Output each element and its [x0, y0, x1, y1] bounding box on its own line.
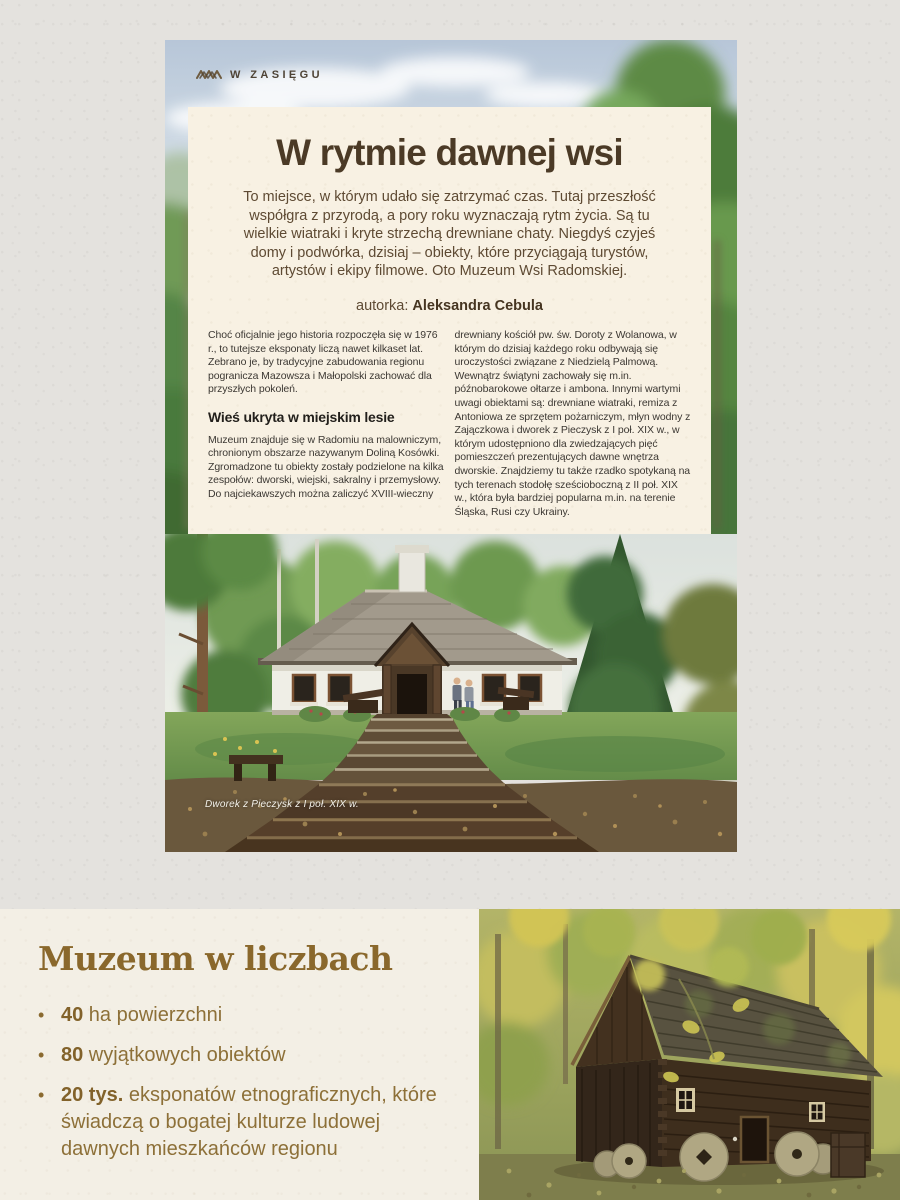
barn-photo-illustration	[479, 909, 900, 1200]
article-panel	[188, 107, 711, 534]
bullet-icon: •	[38, 1085, 45, 1105]
paragraph: drewniany kościół pw. św. Doroty z Wolanowa, w którym do dzisiaj każdego roku odbywają się uroczystości związane z Niedzielą Palmową. Wewnątrz świątyni zachowały się m.in. późnobarokowe ołtarze i ambona. Innymi wartymi uwagi obiektami są: drewniane wiatraki, remiza z Antoniowa ze sprzętem pożarniczym, młyn wodny z Zajączkowa i dworek z Pieczysk z I poł. XIX w., w którym udostępniono dla zwiedzających pięć pomieszczeń prezentujących dawne wnętrza dworskie. Znajdziemy tu także rzadko spotykaną na tych terenach stodołę sześcioboczną z II poł. XIX w., która była bardziej popularna m.in. na terenie Śląska, Rusi czy Ukrainy.	[454, 329, 691, 518]
bullet-icon: •	[38, 1005, 45, 1025]
manor-photo	[165, 534, 737, 852]
stat-value: 20 tys.	[61, 1084, 124, 1106]
article-column-right	[455, 329, 692, 533]
stat-value: 80	[61, 1044, 84, 1066]
article-intro: To miejsce, w którym udało się zatrzymać czas. Tutaj przeszłość współgra z przyrodą, a pory roku wyznaczają rytm życia. Są tu wielkie wiatraki i kryte strzechą drewniane chaty. Niegdyś czyjeś domy i podwórka, dzisiaj – obiekty, które przyciągają turystów, artystów i ekipy filmowe. Oto Muzeum Wsi Radomskiej.	[243, 189, 656, 280]
magazine-page	[165, 40, 737, 852]
byline-label: autorka:	[356, 297, 413, 314]
stats-band	[0, 909, 900, 1200]
list-item	[38, 1002, 458, 1029]
barn-photo	[479, 909, 900, 1200]
w-zigzag-icon	[196, 68, 222, 81]
article-title: W rytmie dawnej wsi	[276, 132, 623, 173]
stat-text: 80 wyjątkowych obiektów	[61, 1044, 286, 1066]
stat-text: 20 tys. eksponatów etnograficznych, które świadczą o bogatej kulturze ludowej dawnych mieszkańców regionu	[61, 1084, 437, 1160]
paragraph: Choć oficjalnie jego historia rozpoczęła się w 1976 r., to tutejsze eksponaty liczą nawet kilkaset lat. Zebrano je, by tradycyjne zabudowania regionu pogranicza Mazowsza i Małopolski zachować dla przyszłych pokoleń.	[208, 329, 438, 396]
magazine-logo	[196, 68, 323, 81]
list-item	[38, 1042, 458, 1069]
photo-caption: Dworek z Pieczysk z I poł. XIX w.	[205, 799, 359, 810]
article-columns	[208, 329, 691, 533]
stats-heading: Muzeum w liczbach	[38, 939, 393, 978]
bullet-icon: •	[38, 1045, 45, 1065]
stats-list	[38, 1002, 458, 1163]
section-subheading: Wieś ukryta w miejskim lesie	[208, 408, 395, 425]
byline-author-name: Aleksandra Cebula	[412, 297, 543, 314]
list-item	[38, 1082, 458, 1163]
stat-text: 40 ha powierzchni	[61, 1004, 223, 1026]
article-byline	[188, 298, 711, 314]
magazine-logo-text: W ZASIĘGU	[230, 68, 323, 81]
stats-block	[38, 909, 458, 1176]
article-column-left	[208, 329, 445, 533]
paragraph: Muzeum znajduje się w Radomiu na malowniczym, chronionym obszarze nazywanym Doliną Kosówki. Zgromadzone tu obiekty zostały podzielone na kilka zespołów: dworski, wiejski, sakralny i przemysłowy. Do najciekawszych można zaliczyć XVIII-wieczny	[208, 433, 444, 500]
stat-value: 40	[61, 1004, 84, 1026]
